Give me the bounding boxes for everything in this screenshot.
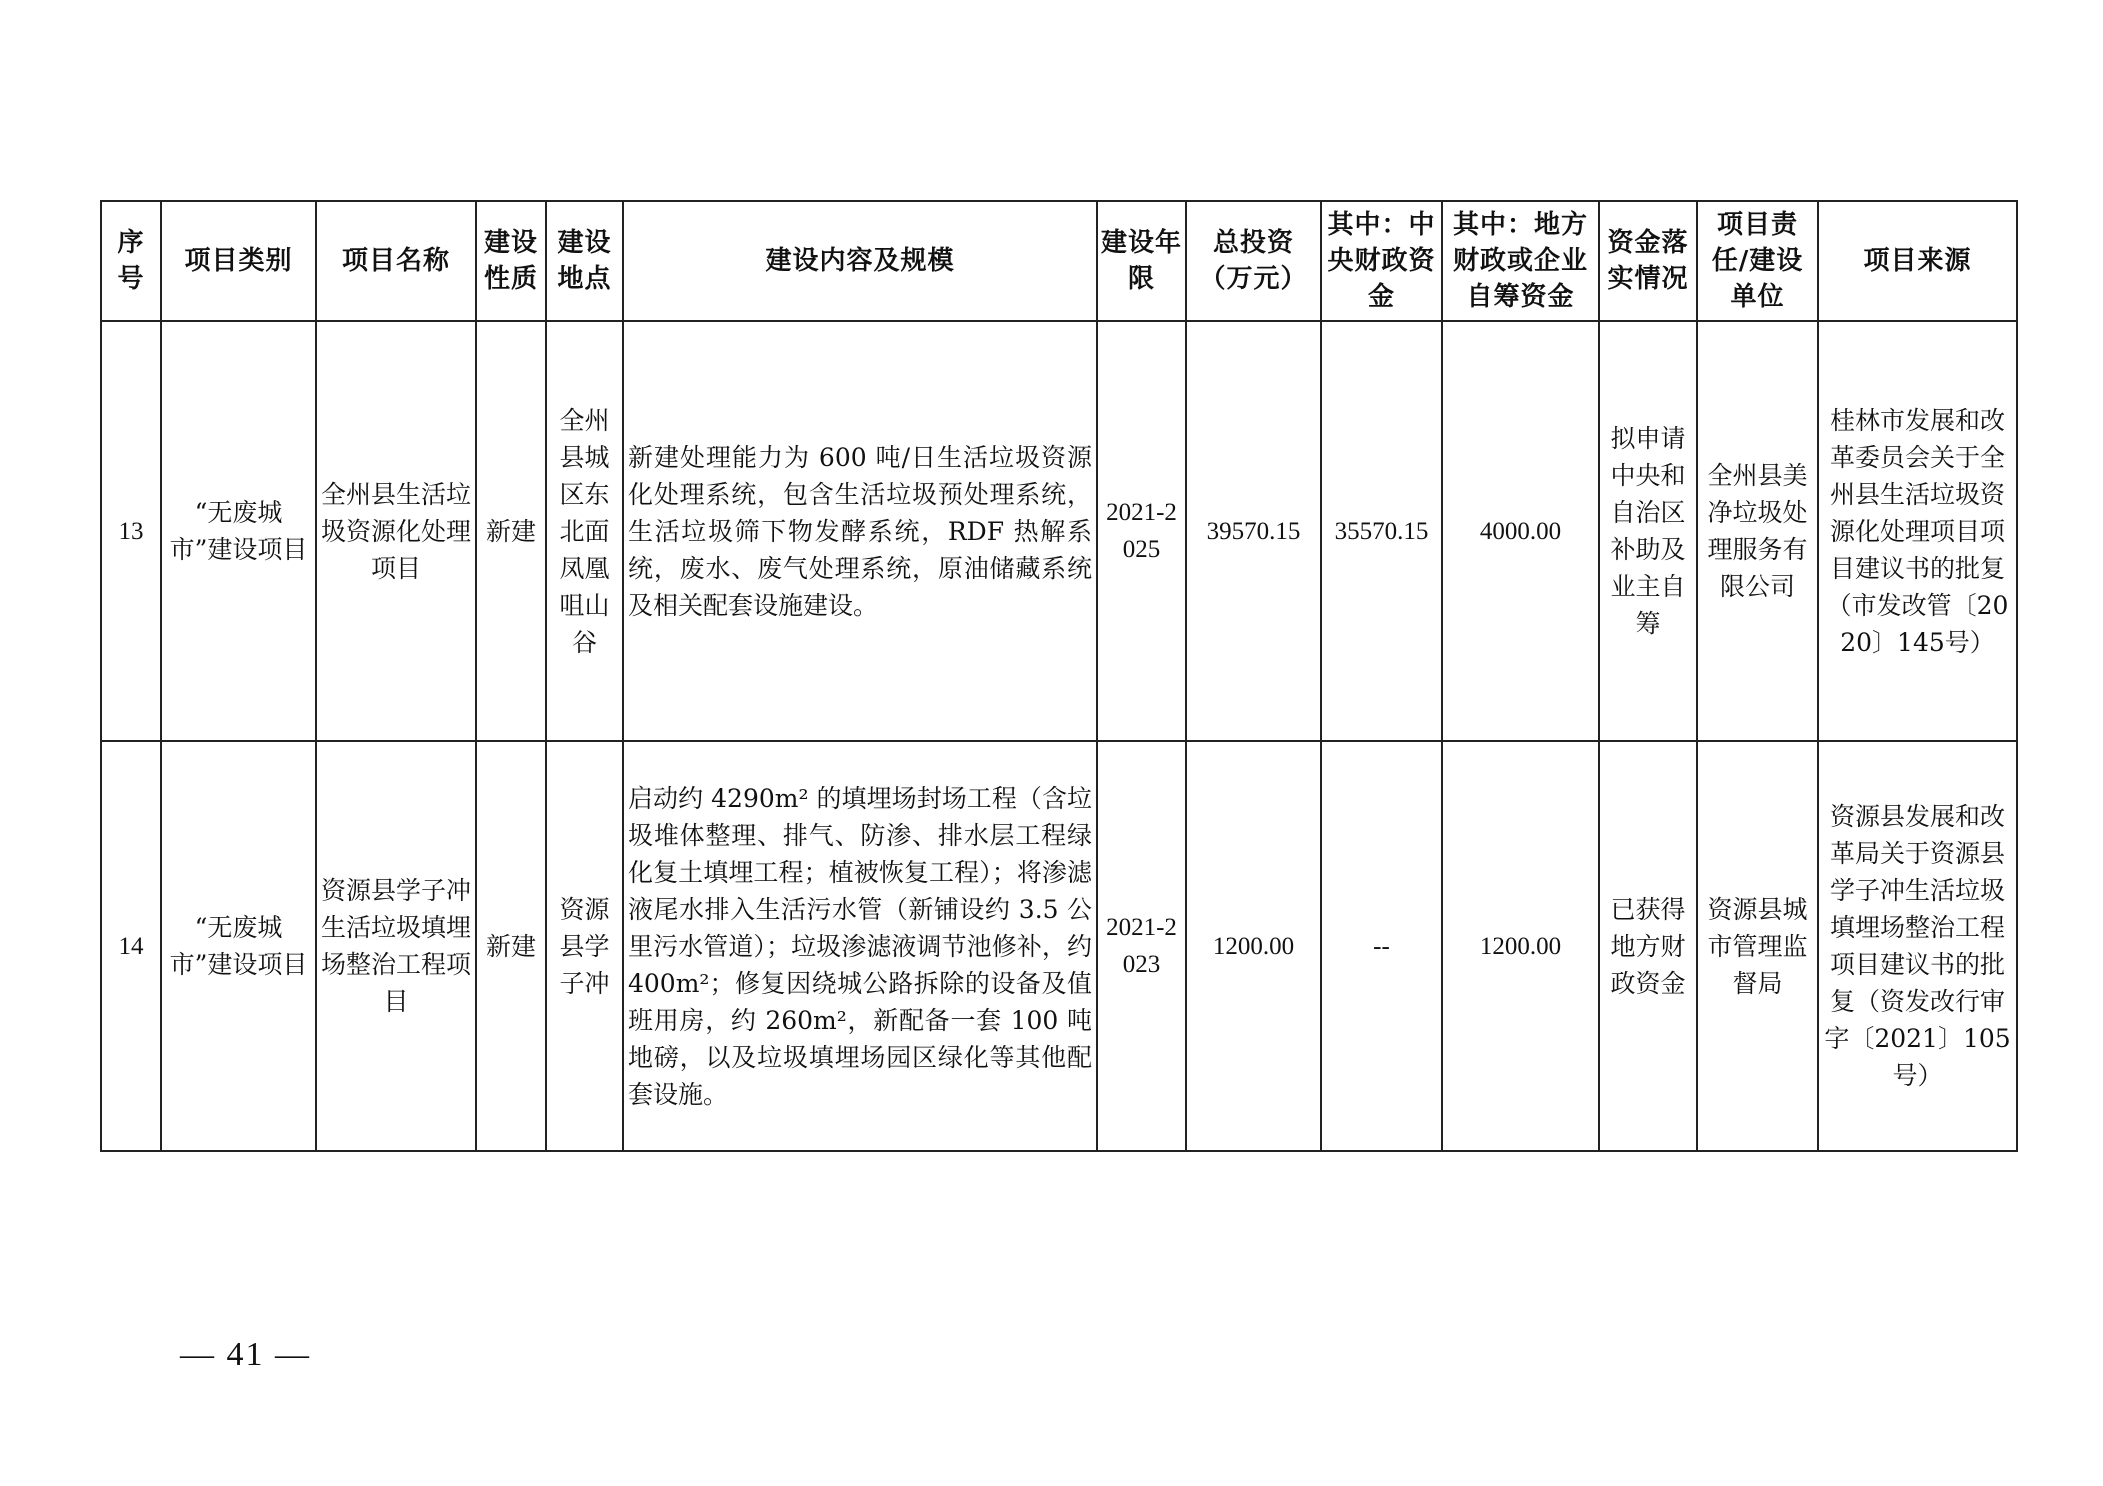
header-central: 其中：中央财政资金 bbox=[1321, 201, 1442, 321]
table-row bbox=[101, 741, 2017, 1151]
cell-funding: 已获得地方财政资金 bbox=[1599, 741, 1697, 1151]
header-local: 其中：地方财政或企业自筹资金 bbox=[1442, 201, 1599, 321]
cell-content: 启动约 4290m² 的填埋场封场工程（含垃圾堆体整理、排气、防渗、排水层工程绿化复土填埋工程；植被恢复工程）；将渗滤液尾水排入生活污水管（新铺设约 3.5 公里污水管道）；垃圾渗滤液调节池修补，约 400m²；修复因绕城公路拆除的设备及值班用房，约 260m²，新配备一套 100 吨地磅，以及垃圾填埋场园区绿化等其他配套设施。 bbox=[623, 741, 1097, 1151]
header-content: 建设内容及规模 bbox=[623, 201, 1097, 321]
cell-funding: 拟申请中央和自治区补助及业主自筹 bbox=[1599, 321, 1697, 741]
cell-name: 资源县学子冲生活垃圾填埋场整治工程项目 bbox=[316, 741, 476, 1151]
cell-source: 桂林市发展和改革委员会关于全州县生活垃圾资源化处理项目项目建议书的批复（市发改管〔2020〕145号） bbox=[1818, 321, 2017, 741]
cell-nature: 新建 bbox=[476, 741, 546, 1151]
cell-period: 2021-2025 bbox=[1097, 321, 1186, 741]
cell-no: 13 bbox=[101, 321, 161, 741]
cell-category: “无废城市”建设项目 bbox=[161, 741, 316, 1151]
header-funding: 资金落实情况 bbox=[1599, 201, 1697, 321]
cell-no: 14 bbox=[101, 741, 161, 1151]
cell-total: 39570.15 bbox=[1186, 321, 1321, 741]
header-no: 序号 bbox=[101, 201, 161, 321]
cell-period: 2021-2023 bbox=[1097, 741, 1186, 1151]
header-name: 项目名称 bbox=[316, 201, 476, 321]
header-nature: 建设性质 bbox=[476, 201, 546, 321]
cell-source: 资源县发展和改革局关于资源县学子冲生活垃圾填埋场整治工程项目建议书的批复（资发改行审字〔2021〕105号） bbox=[1818, 741, 2017, 1151]
cell-local: 4000.00 bbox=[1442, 321, 1599, 741]
table-row bbox=[101, 321, 2017, 741]
header-period: 建设年限 bbox=[1097, 201, 1186, 321]
project-table bbox=[100, 200, 2018, 1152]
cell-content: 新建处理能力为 600 吨/日生活垃圾资源化处理系统，包含生活垃圾预处理系统，生活垃圾筛下物发酵系统，RDF 热解系统，废水、废气处理系统，原油储藏系统及相关配套设施建设。 bbox=[623, 321, 1097, 741]
cell-name: 全州县生活垃圾资源化处理项目 bbox=[316, 321, 476, 741]
cell-total: 1200.00 bbox=[1186, 741, 1321, 1151]
header-source: 项目来源 bbox=[1818, 201, 2017, 321]
header-total: 总投资（万元） bbox=[1186, 201, 1321, 321]
header-unit: 项目责任/建设单位 bbox=[1697, 201, 1818, 321]
page-number: — 41 — bbox=[180, 1336, 311, 1373]
cell-local: 1200.00 bbox=[1442, 741, 1599, 1151]
cell-unit: 全州县美净垃圾处理服务有限公司 bbox=[1697, 321, 1818, 741]
header-location: 建设地点 bbox=[546, 201, 623, 321]
header-row bbox=[101, 201, 2017, 321]
cell-category: “无废城市”建设项目 bbox=[161, 321, 316, 741]
header-category: 项目类别 bbox=[161, 201, 316, 321]
cell-location: 资源县学子冲 bbox=[546, 741, 623, 1151]
cell-nature: 新建 bbox=[476, 321, 546, 741]
cell-central: 35570.15 bbox=[1321, 321, 1442, 741]
cell-location: 全州县城区东北面凤凰咀山谷 bbox=[546, 321, 623, 741]
cell-central: -- bbox=[1321, 741, 1442, 1151]
cell-unit: 资源县城市管理监督局 bbox=[1697, 741, 1818, 1151]
